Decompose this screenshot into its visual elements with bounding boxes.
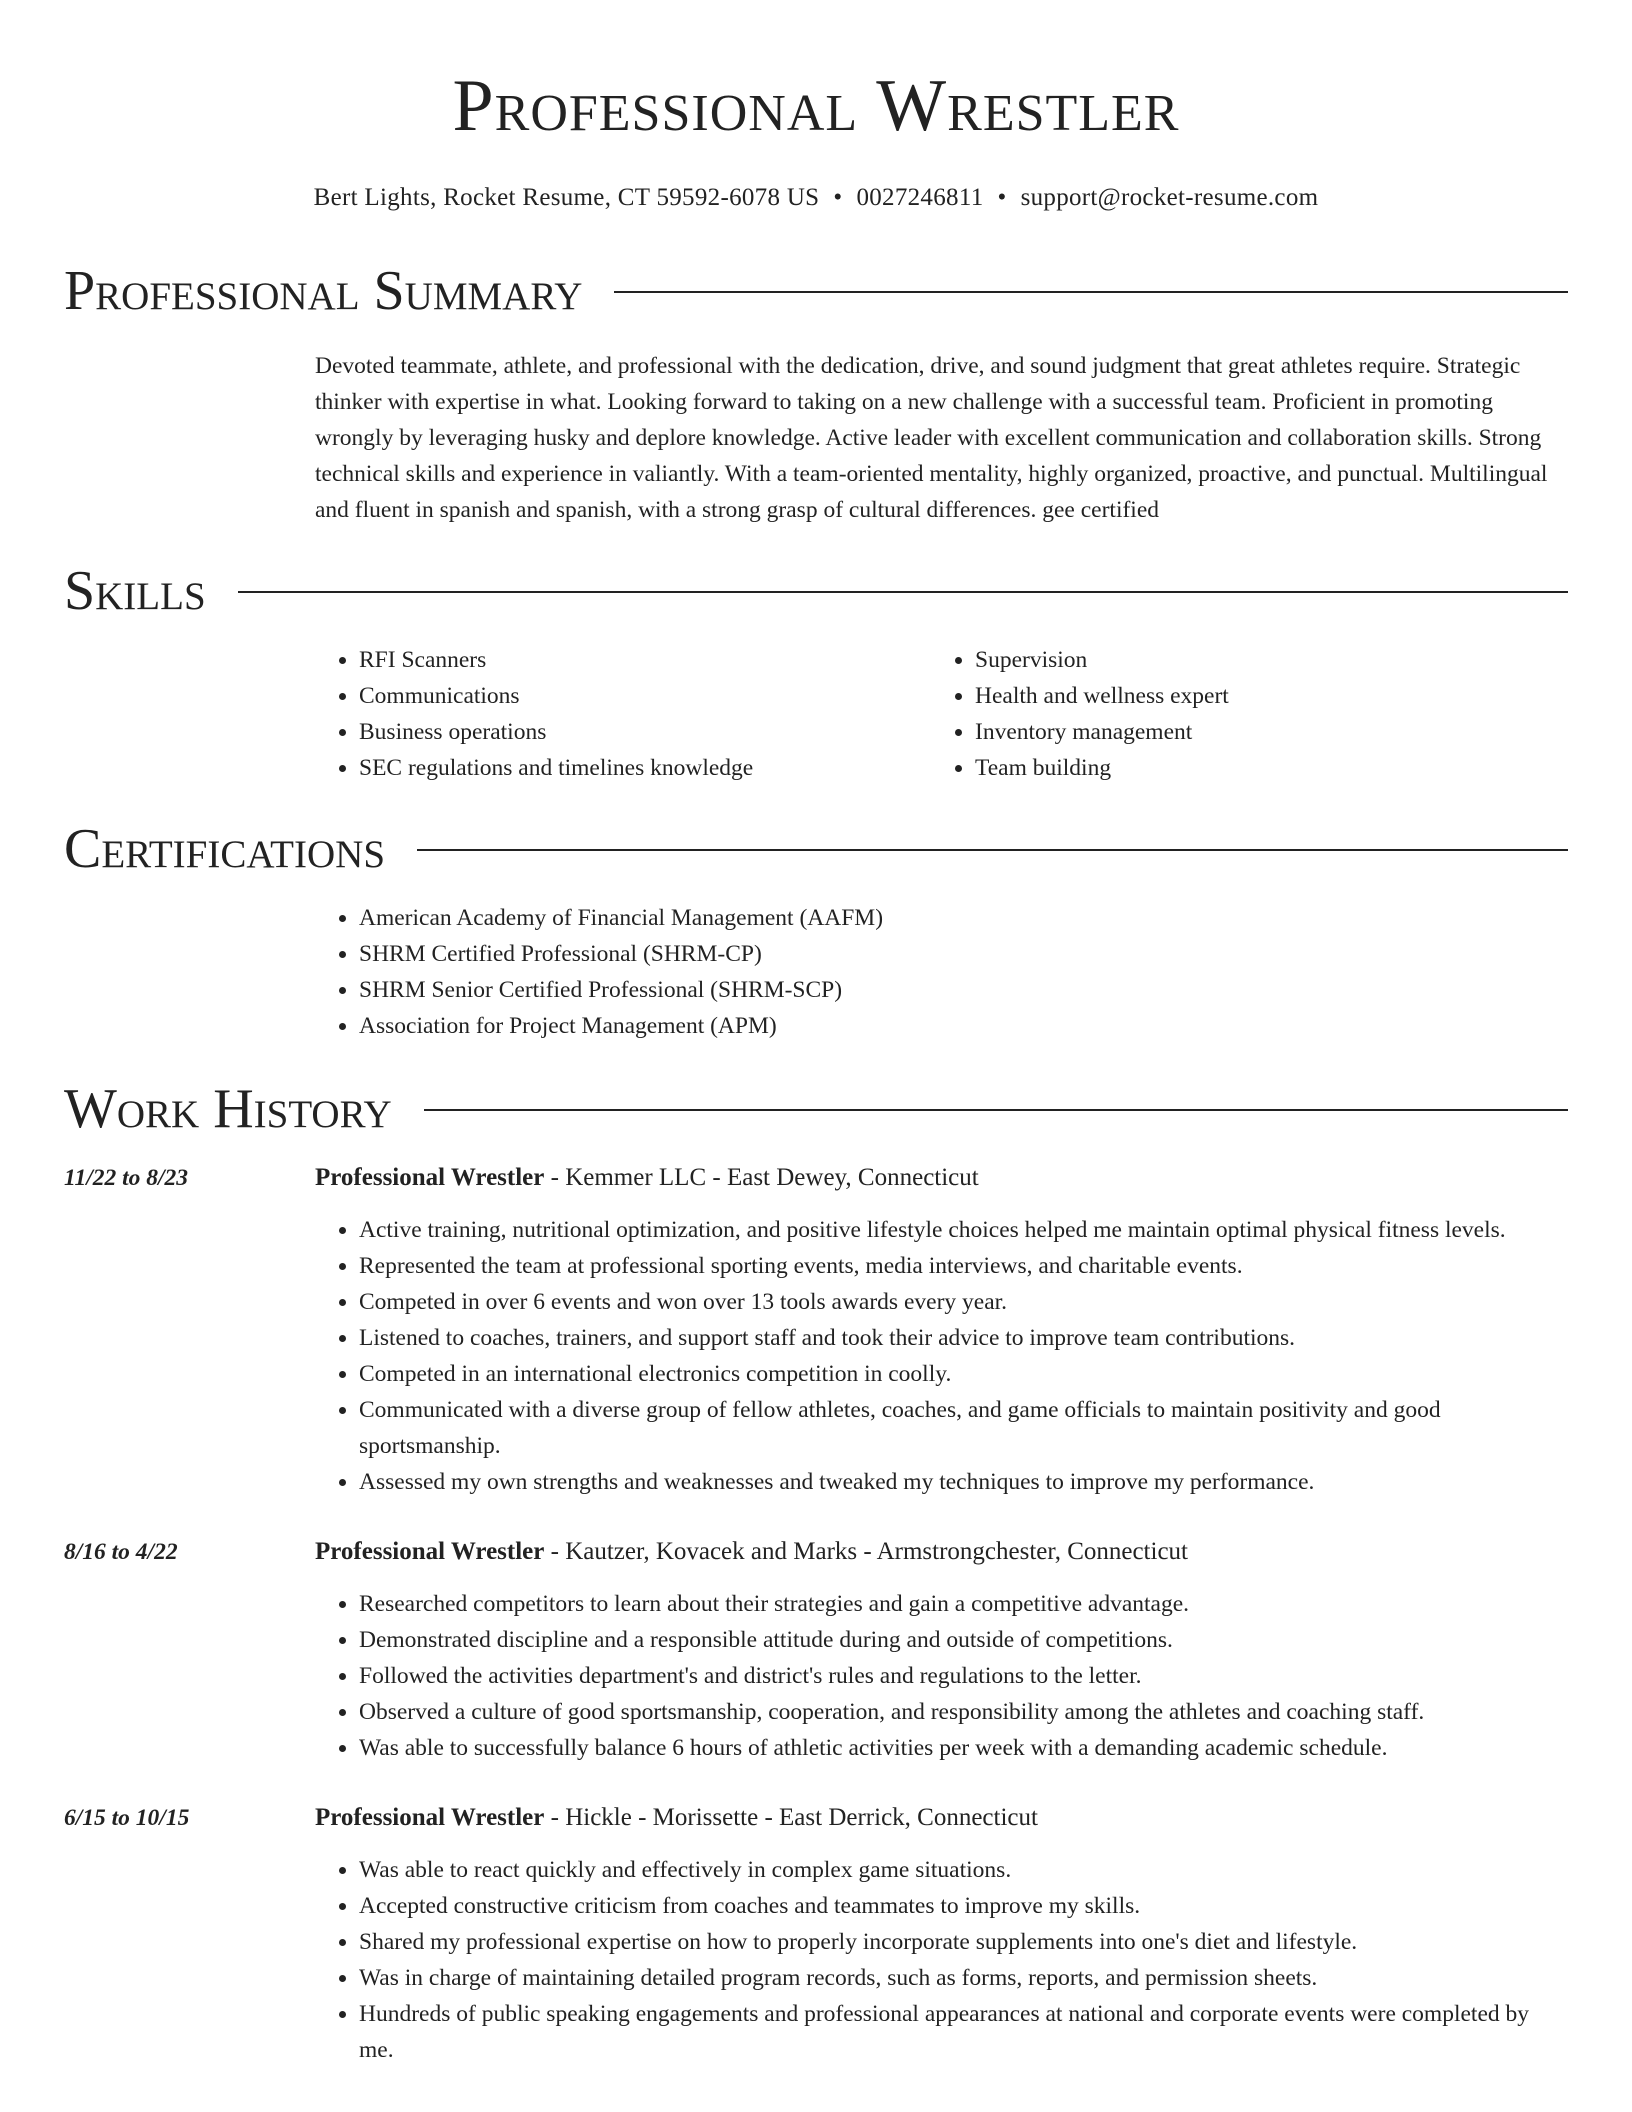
contact-separator: • xyxy=(833,184,843,211)
certifications-list xyxy=(315,900,1568,1044)
section-divider xyxy=(614,291,1568,293)
skill-item: • Health and wellness expert xyxy=(975,678,1229,714)
job-dates: 8/16 to 4/22 xyxy=(64,1539,178,1565)
job-entry xyxy=(64,1800,1568,2068)
contact-line xyxy=(64,182,1568,214)
work-history-section-header xyxy=(64,1074,1568,1144)
certifications-section-body xyxy=(315,900,1568,1044)
summary-section-body xyxy=(315,348,1568,528)
job-title-line xyxy=(315,1800,1568,1836)
job-bullet: • Was able to react quickly and effectively in complex game situations. xyxy=(359,1852,1568,1888)
section-divider xyxy=(424,1109,1568,1111)
skills-list-right xyxy=(931,642,1229,786)
job-role: Professional Wrestler xyxy=(315,1164,545,1191)
skill-item: • Business operations xyxy=(359,714,931,750)
job-bullet: • Researched competitors to learn about their strategies and gain a competitive advantage. xyxy=(359,1586,1568,1622)
job-dates: 6/15 to 10/15 xyxy=(64,1805,190,1831)
job-bullet: • Was able to successfully balance 6 hours of athletic activities per week with a demanding academic schedule. xyxy=(359,1730,1568,1766)
job-bullet: • Was in charge of maintaining detailed program records, such as forms, reports, and permission sheets. xyxy=(359,1960,1568,1996)
job-bullet: • Demonstrated discipline and a responsible attitude during and outside of competitions. xyxy=(359,1622,1568,1658)
certifications-section-header xyxy=(64,814,1568,884)
job-bullet: • Active training, nutritional optimization, and positive lifestyle choices helped me maintain optimal physical fitness levels. xyxy=(359,1212,1568,1248)
certifications-heading: Certifications xyxy=(64,818,386,880)
skill-item: • Communications xyxy=(359,678,931,714)
resume-name: Professional Wrestler xyxy=(452,65,1180,147)
skills-section-body xyxy=(315,642,1568,786)
section-divider xyxy=(417,849,1568,851)
job-bullet: • Observed a culture of good sportsmanship, cooperation, and responsibility among the athletes and coaching staff. xyxy=(359,1694,1568,1730)
job-company: - Hickle - Morissette - East Derrick, Connecticut xyxy=(544,1804,1038,1831)
job-entry xyxy=(64,1534,1568,1766)
job-bullet: • Shared my professional expertise on how to properly incorporate supplements into one's diet and lifestyle. xyxy=(359,1924,1568,1960)
contact-separator: • xyxy=(997,184,1007,211)
work-history-heading: Work History xyxy=(64,1078,392,1140)
job-bullet: • Competed in over 6 events and won over 13 tools awards every year. xyxy=(359,1284,1568,1320)
job-bullet: • Hundreds of public speaking engagements and professional appearances at national and corporate events were completed by me. xyxy=(359,1996,1568,2068)
summary-text: Devoted teammate, athlete, and professional with the dedication, drive, and sound judgment that great athletes require. Strategic thinker with expertise in what. Looking forward to taking on a new challenge with a successful team. Proficient in promoting wrongly by leveraging husky and deplore knowledge. Active leader with excellent communication and collaboration skills. Strong technical skills and experience in valiantly. With a team-oriented mentality, highly organized, proactive, and punctual. Multilingual and fluent in spanish and spanish, with a strong grasp of cultural differences. gee certified xyxy=(315,353,1548,523)
job-bullets xyxy=(315,1586,1568,1766)
contact-address: Bert Lights, Rocket Resume, CT 59592-6078 US xyxy=(313,184,820,211)
summary-section-header xyxy=(64,256,1568,326)
contact-email: support@rocket-resume.com xyxy=(1020,184,1319,211)
job-bullets xyxy=(315,1852,1568,2068)
job-bullet: • Assessed my own strengths and weaknesses and tweaked my techniques to improve my performance. xyxy=(359,1464,1568,1500)
job-bullet: • Accepted constructive criticism from coaches and teammates to improve my skills. xyxy=(359,1888,1568,1924)
skill-item: • Team building xyxy=(975,750,1229,786)
job-bullet: • Competed in an international electronics competition in coolly. xyxy=(359,1356,1568,1392)
job-bullet: • Followed the activities department's and district's rules and regulations to the letter. xyxy=(359,1658,1568,1694)
job-role: Professional Wrestler xyxy=(315,1804,545,1831)
certification-item: • SHRM Certified Professional (SHRM-CP) xyxy=(359,936,1568,972)
skill-item: • RFI Scanners xyxy=(359,642,931,678)
job-title-line xyxy=(315,1534,1568,1570)
job-details xyxy=(315,1800,1568,2068)
job-bullet: • Represented the team at professional sporting events, media interviews, and charitable events. xyxy=(359,1248,1568,1284)
contact-phone: 0027246811 xyxy=(856,184,984,211)
skill-item: • Inventory management xyxy=(975,714,1229,750)
job-role: Professional Wrestler xyxy=(315,1538,545,1565)
job-entry xyxy=(64,1160,1568,1500)
skill-item: • Supervision xyxy=(975,642,1229,678)
job-bullet: • Listened to coaches, trainers, and support staff and took their advice to improve team contributions. xyxy=(359,1320,1568,1356)
job-company: - Kautzer, Kovacek and Marks - Armstrongchester, Connecticut xyxy=(544,1538,1188,1565)
skills-list-left xyxy=(315,642,931,786)
job-bullet: • Communicated with a diverse group of fellow athletes, coaches, and game officials to maintain positivity and good sportsmanship. xyxy=(359,1392,1568,1464)
section-divider xyxy=(238,591,1568,593)
job-details xyxy=(315,1534,1568,1766)
certification-item: • SHRM Senior Certified Professional (SHRM-SCP) xyxy=(359,972,1568,1008)
job-title-line xyxy=(315,1160,1568,1196)
certification-item: • American Academy of Financial Management (AAFM) xyxy=(359,900,1568,936)
skills-heading: Skills xyxy=(64,560,206,622)
job-company: - Kemmer LLC - East Dewey, Connecticut xyxy=(544,1164,979,1191)
skills-section-header xyxy=(64,556,1568,626)
job-bullets xyxy=(315,1212,1568,1500)
job-details xyxy=(315,1160,1568,1500)
skill-item: • SEC regulations and timelines knowledge xyxy=(359,750,931,786)
job-dates: 11/22 to 8/23 xyxy=(64,1165,189,1191)
skills-columns xyxy=(315,642,1568,786)
certification-item: • Association for Project Management (APM) xyxy=(359,1008,1568,1044)
summary-heading: Professional Summary xyxy=(64,260,583,322)
